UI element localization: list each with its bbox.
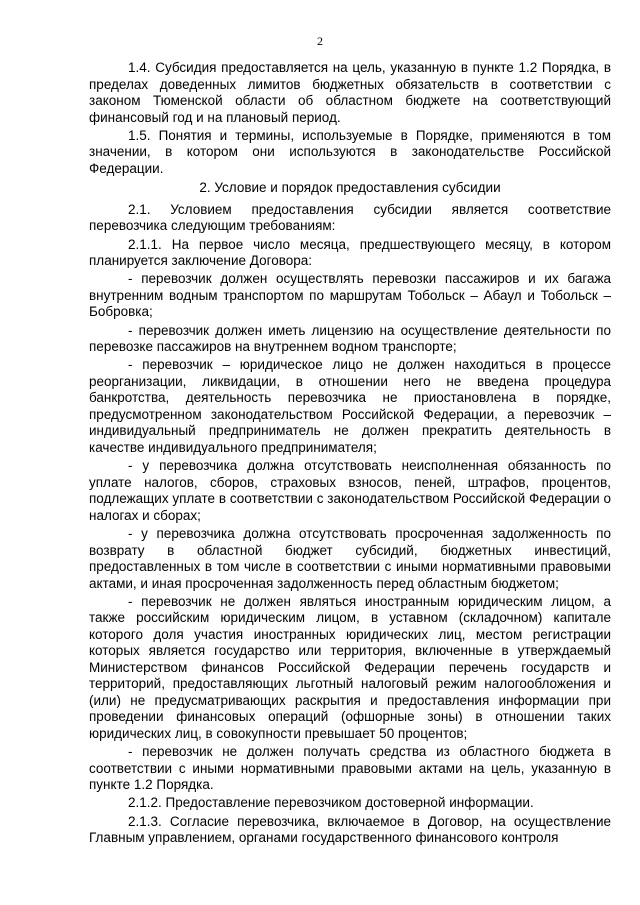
paragraph-1-4: 1.4. Субсидия предоставляется на цель, указанную в пункте 1.2 Порядка, в пределах доведенных лимитов бюджетных обязательств в соответствии с законом Тюменской области об областном бюджете на соответствующий финансовый год и на плановый период.: [89, 60, 611, 125]
requirement-item: - перевозчик не должен получать средства из областного бюджета в соответствии с иными нормативными правовыми актами на цель, указанную в пункте 1.2 Порядка.: [89, 744, 611, 793]
requirement-item: - перевозчик должен осуществлять перевозки пассажиров и их багажа внутренним водным транспортом по маршрутам Тобольск – Абаул и Тобольск – Бобровка;: [89, 271, 611, 320]
requirement-item: - перевозчик не должен являться иностранным юридическим лицом, а также российским юридическим лицом, в уставном (складочном) капитале которого доля участия иностранных юридических лиц, местом регистрации которых является государство или территория, включенные в утверждаемый Министерством финансов Российской Федерации перечень государств и территорий, предоставляющих льготный налоговый режим налогообложения и (или) не предусматривающих раскрытия и предоставления информации при проведении финансовых операций (офшорные зоны) в отношении таких юридических лиц, в совокупности превышает 50 процентов;: [89, 593, 611, 741]
requirement-item: - перевозчик должен иметь лицензию на осуществление деятельности по перевозке пассажиров на внутреннем водном транспорте;: [89, 322, 611, 355]
paragraph-2-1: 2.1. Условием предоставления субсидии является соответствие перевозчика следующим требованиям:: [89, 201, 611, 234]
requirement-item: - у перевозчика должна отсутствовать неисполненная обязанность по уплате налогов, сборов, страховых взносов, пеней, штрафов, процентов, подлежащих уплате в соответствии с законодательством Российской Федерации о налогах и сборах;: [89, 458, 611, 523]
section-heading-2: 2. Условие и порядок предоставления субсидии: [199, 180, 501, 196]
paragraph-2-1-3: 2.1.3. Согласие перевозчика, включаемое в Договор, на осуществление Главным управлением, органами государственного финансового контроля: [89, 813, 611, 846]
requirement-item: - перевозчик – юридическое лицо не должен находиться в процессе реорганизации, ликвидации, в отношении него не введена процедура банкротства, деятельность перевозчика не приостановлена в порядке, предусмотренном законодательством Российской Федерации, а перевозчик – индивидуальный предприниматель не должен прекратить деятельность в качестве индивидуального предпринимателя;: [89, 357, 611, 455]
paragraph-1-5: 1.5. Понятия и термины, используемые в Порядке, применяются в том значении, в котором они используются в законодательстве Российской Федерации.: [89, 127, 611, 176]
paragraph-2-1-2: 2.1.2. Предоставление перевозчиком достоверной информации.: [128, 795, 534, 811]
document-body: [89, 60, 611, 849]
requirement-item: - у перевозчика должна отсутствовать просроченная задолженность по возврату в областной бюджет субсидий, бюджетных инвестиций, предоставленных в том числе в соответствии с иными нормативными правовыми актами, и иная просроченная задолженность перед областным бюджетом;: [89, 526, 611, 591]
page-number: 2: [317, 34, 323, 48]
paragraph-2-1-1: 2.1.1. На первое число месяца, предшествующего месяцу, в котором планируется заключение Договора:: [89, 236, 611, 269]
